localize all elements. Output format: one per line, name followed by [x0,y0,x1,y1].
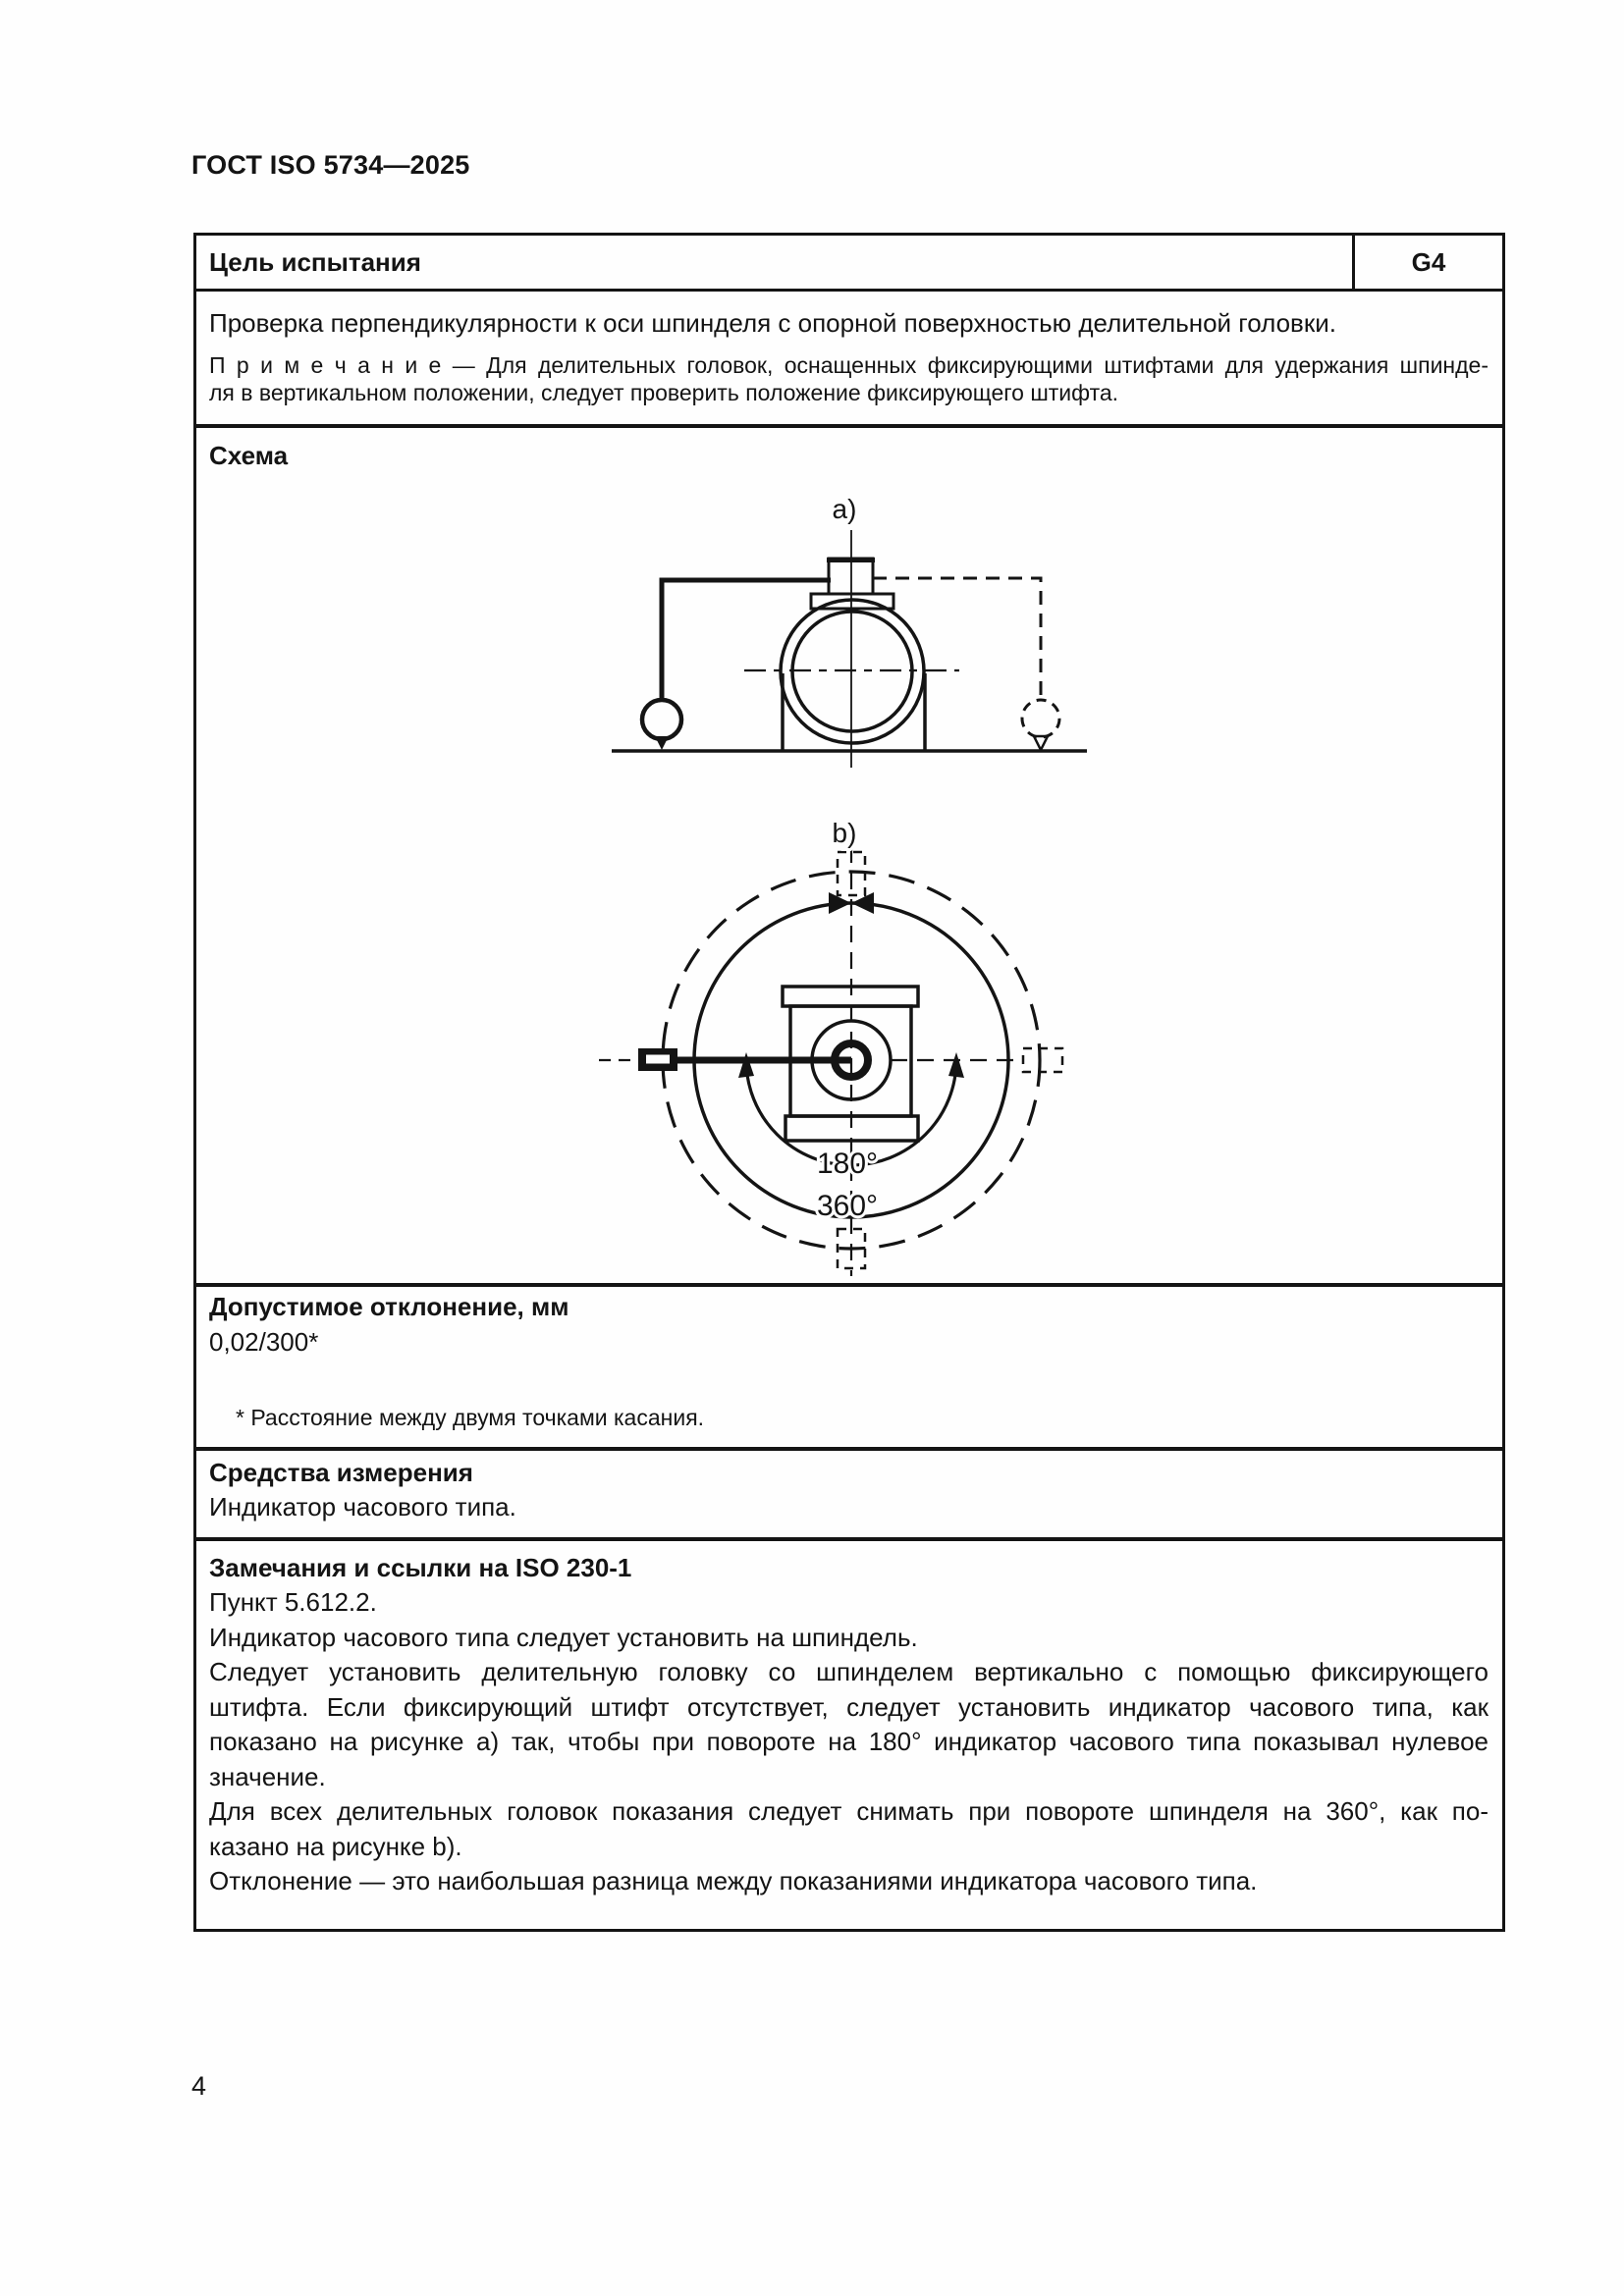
text-line: Следует установить делительную головку со шпинделем вертикально с помощью фиксирующего [209,1657,1489,1686]
figure-a-side-view-diagram [550,491,1100,771]
text-line: штифта. Если фиксирующий штифт отсутствует, следует установить индикатор часового типа, как [209,1691,1489,1722]
remarks-row [196,1541,1502,1899]
text-line: Пункт 5.612.2. [209,1587,377,1617]
figure-b-label: b) [832,818,857,848]
figure-a-indicator-alt-path [873,578,1041,697]
figure-b-top-view-diagram [550,815,1100,1288]
figure-b-180-label: 180° [816,1148,879,1180]
text-line: ля в вертикальном положении, следует проверить положение фиксирующего штифта. [209,379,1119,405]
purpose-body-row [196,292,1502,428]
text-line: значение. [209,1761,326,1791]
instruments-title: Средства измерения [209,1458,473,1487]
figure-b-indicator-pos-right [1023,1048,1062,1072]
instruments-value: Индикатор часового типа. [209,1492,516,1522]
scheme-title: Схема [209,441,289,470]
purpose-note [209,352,1489,406]
figure-a-dial-indicator-alt [1022,700,1059,737]
page-number: 4 [191,2071,207,2101]
text-line: Для всех делительных головок показания следует снимать при повороте шпинделя на 360°, как по- [209,1796,1489,1826]
figure-b-360-label: 360° [816,1190,879,1222]
figure-a-label: a) [832,494,857,524]
figure-a-dial-indicator [642,700,681,739]
tolerance-value: 0,02/300* [209,1327,319,1357]
remarks-text [209,1585,1489,1899]
tolerance-title: Допустимое отклонение, мм [209,1292,569,1321]
instruments-row [196,1451,1502,1541]
purpose-title: Цель испытания [209,246,421,277]
text-line: Индикатор часового типа следует установить на шпиндель. [209,1622,918,1652]
test-code-badge: G4 [1352,236,1502,289]
tolerance-row [196,1287,1502,1451]
text-line: показано на рисунке a) так, чтобы при повороте на 180° индикатор часового типа показывал нулевое [209,1727,1489,1756]
purpose-header-row [196,236,1502,292]
text-line: П р и м е ч а н и е — Для делительных головок, оснащенных фиксирующими штифтами для удержания шпинде- [209,352,1489,378]
remarks-title: Замечания и ссылки на ISO 230-1 [209,1553,632,1582]
purpose-description: Проверка перпендикулярности к оси шпинделя с опорной поверхностью делительной головки. [209,308,1336,338]
text-line: Отклонение — это наибольшая разница между показаниями индикатора часового типа. [209,1866,1258,1896]
text-line: казано на рисунке b). [209,1831,462,1861]
document-title: ГОСТ ISO 5734—2025 [191,150,470,180]
tolerance-footnote: * Расстояние между двумя точками касания. [236,1405,705,1430]
